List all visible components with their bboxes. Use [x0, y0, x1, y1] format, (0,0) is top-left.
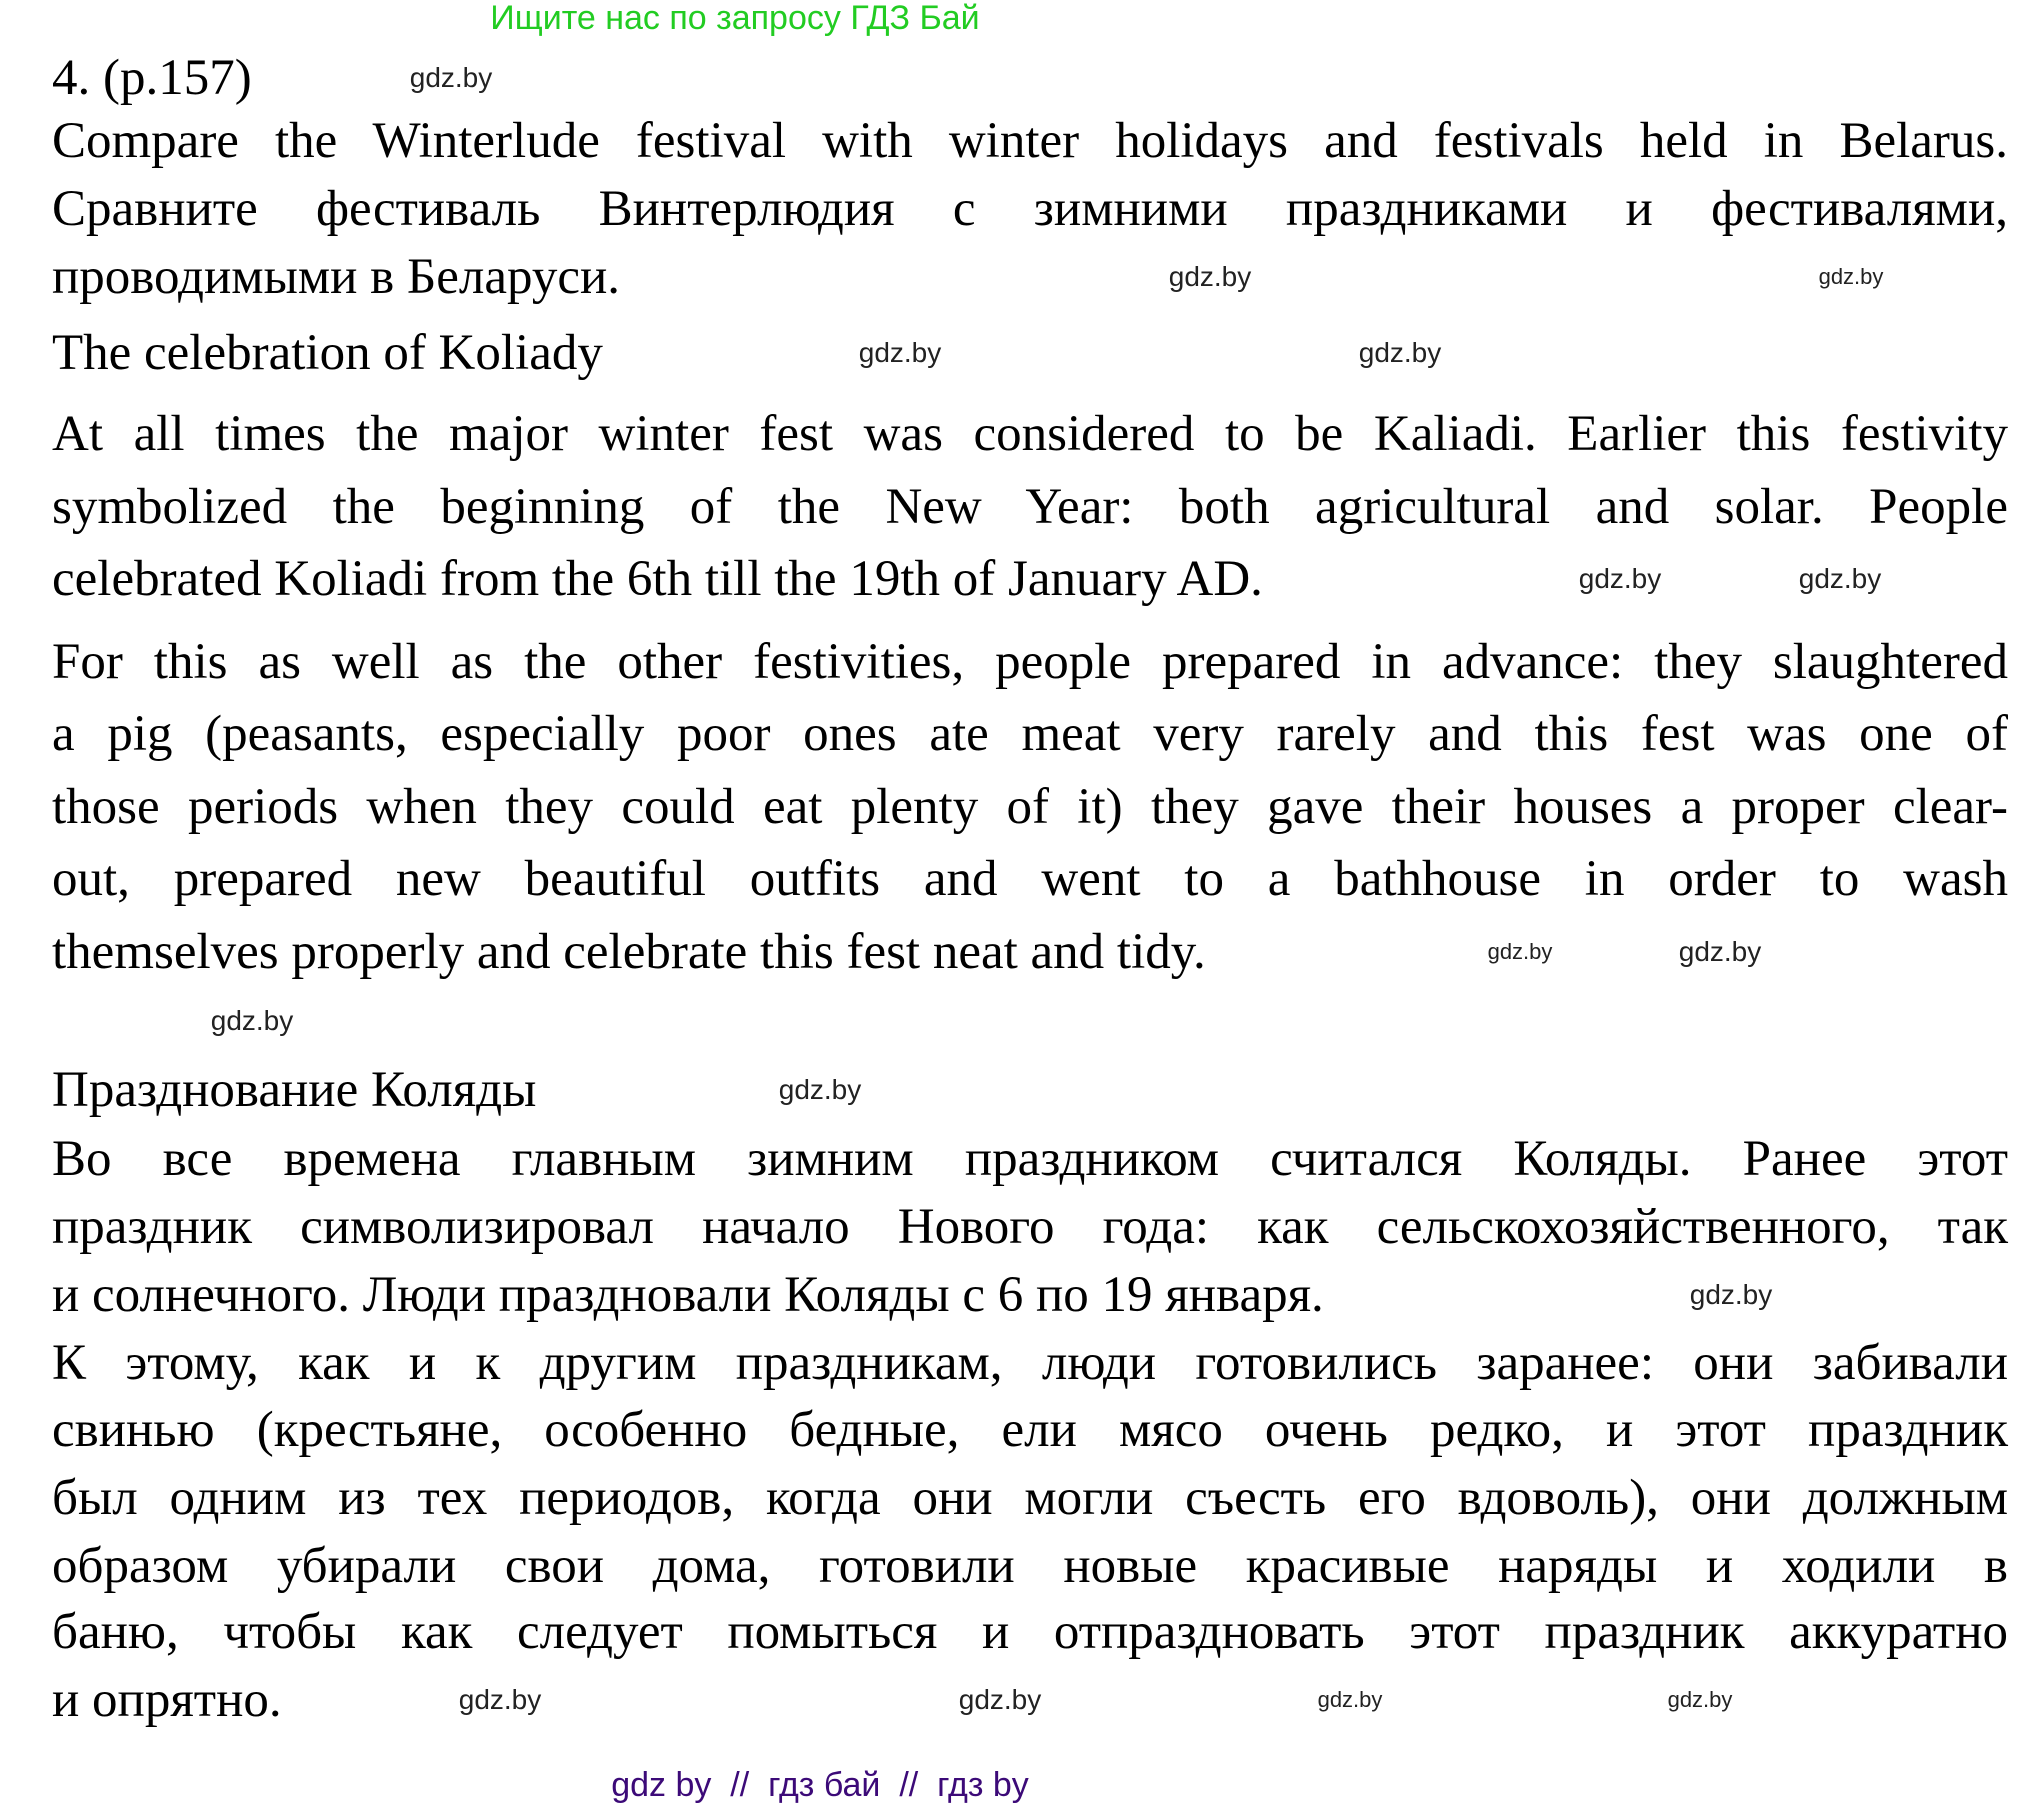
watermark: gdz.by	[458, 1684, 542, 1715]
en-title: The celebration of Koliady	[52, 325, 603, 381]
text-line: был одним из тех периодов, когда они могли съесть его вдоволь), они должным	[52, 1470, 2008, 1526]
watermark: gdz.by	[1168, 261, 1252, 292]
watermark: gdz.by	[1678, 936, 1762, 967]
watermark: gdz.by	[778, 1074, 862, 1105]
text-line: At all times the major winter fest was considered to be Kaliadi. Earlier this festivity	[52, 406, 2008, 462]
task-ru-line: Сравните фестиваль Винтерлюдия с зимними праздниками и фестивалями,	[52, 181, 2008, 237]
text-line: out, prepared new beautiful outfits and went to a bathhouse in order to wash	[52, 851, 2008, 907]
text-line: themselves properly and celebrate this fest neat and tidy.	[52, 924, 1206, 980]
watermark: gdz.by	[1689, 1279, 1773, 1310]
watermark: gdz.by	[1487, 939, 1553, 964]
text-line: К этому, как и к другим праздникам, люди готовились заранее: они забивали	[52, 1335, 2008, 1391]
watermark: gdz.by	[1578, 563, 1662, 594]
text-line: For this as well as the other festivities, people prepared in advance: they slaughtered	[52, 634, 2008, 690]
task-number: 4. (p.157)	[52, 50, 252, 106]
watermark: gdz.by	[958, 1684, 1042, 1715]
text-line: и солнечного. Люди праздновали Коляды с 6 по 19 января.	[52, 1267, 1324, 1323]
watermark: gdz.by	[858, 337, 942, 368]
ru-title: Празднование Коляды	[52, 1062, 537, 1118]
text-line: праздник символизировал начало Нового года: как сельскохозяйственного, так	[52, 1199, 2008, 1255]
watermark: gdz.by	[1317, 1687, 1383, 1712]
text-line: и опрятно.	[52, 1672, 282, 1728]
footer-banner: gdz by // гдз бай // гдз by	[611, 1766, 1029, 1804]
text-line: баню, чтобы как следует помыться и отпраздновать этот праздник аккуратно	[52, 1604, 2008, 1660]
text-line: свинью (крестьяне, особенно бедные, ели мясо очень редко, и этот праздник	[52, 1402, 2008, 1458]
task-en: Compare the Winterlude festival with winter holidays and festivals held in Belarus.	[52, 113, 2008, 169]
text-line: образом убирали свои дома, готовили новые красивые наряды и ходили в	[52, 1538, 2008, 1594]
text-line: those periods when they could eat plenty of it) they gave their houses a proper clear-	[52, 779, 2008, 835]
watermark: gdz.by	[1798, 563, 1882, 594]
watermark: gdz.by	[1358, 337, 1442, 368]
header-banner: Ищите нас по запросу ГДЗ Бай	[490, 0, 980, 37]
task-ru-line: проводимыми в Беларуси.	[52, 249, 620, 305]
text-line: a pig (peasants, especially poor ones ate meat very rarely and this fest was one of	[52, 706, 2008, 762]
watermark: gdz.by	[1667, 1687, 1733, 1712]
watermark: gdz.by	[210, 1005, 294, 1036]
text-line: symbolized the beginning of the New Year: both agricultural and solar. People	[52, 479, 2008, 535]
text-line: Во все времена главным зимним праздником считался Коляды. Ранее этот	[52, 1131, 2008, 1187]
watermark: gdz.by	[409, 62, 493, 93]
text-line: celebrated Koliadi from the 6th till the 19th of January AD.	[52, 551, 1263, 607]
watermark: gdz.by	[1818, 264, 1884, 289]
